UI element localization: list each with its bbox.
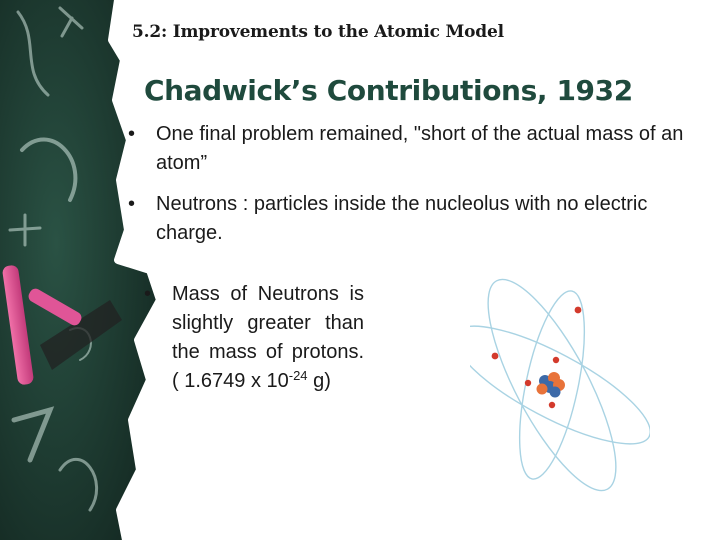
sub-bullet-text: Mass of Neutrons is slightly greater than the mass of protons. ( 1.6749 x 10 — [172, 283, 364, 392]
sub-bullet-unit: g) — [307, 370, 331, 392]
slide-header: 5.2: Improvements to the Atomic Model — [132, 22, 504, 42]
atom-icon — [470, 268, 650, 528]
exponent: -24 — [288, 368, 308, 383]
bullet-marker: • — [128, 193, 136, 215]
bullet-marker: • — [128, 123, 136, 145]
bullet-text: Neutrons : particles inside the nucleolus with no electric charge. — [156, 193, 648, 244]
bullet-text: One final problem remained, "short of the actual mass of an atom” — [156, 123, 684, 174]
slide-title: Chadwick’s Contributions, 1932 — [144, 74, 633, 107]
bullet-marker: • — [144, 283, 152, 305]
nucleus — [537, 372, 566, 398]
bullet-item — [128, 120, 701, 178]
sub-bullet-item — [144, 280, 364, 396]
bullet-item — [128, 190, 701, 248]
